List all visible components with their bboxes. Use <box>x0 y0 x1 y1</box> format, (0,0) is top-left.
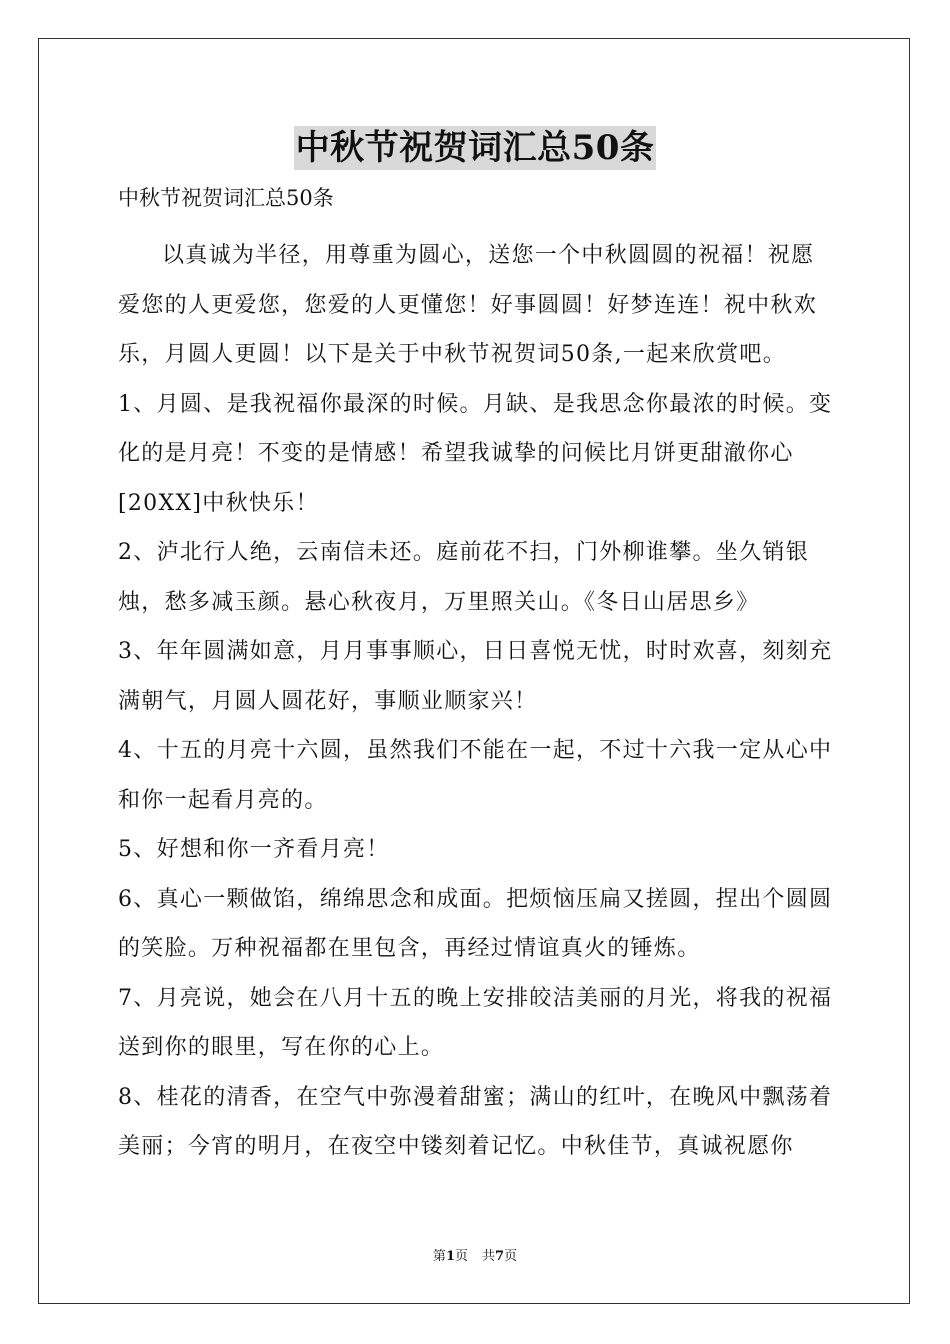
title-container <box>0 126 950 170</box>
page-suffix: 页 <box>454 1249 468 1264</box>
total-suffix: 页 <box>504 1249 518 1264</box>
list-item: 6、真心一颗做馅，绵绵思念和成面。把烦恼压扁又搓圆，捏出个圆圆的笑脸。万种祝福都在里包含，再经过情谊真火的锤炼。 <box>118 886 833 961</box>
list-item: 4、十五的月亮十六圆，虽然我们不能在一起，不过十六我一定从心中和你一起看月亮的。 <box>118 738 833 813</box>
page-footer <box>0 1248 950 1266</box>
list-item: 5、好想和你一齐看月亮！ <box>118 837 390 862</box>
document-title: 中秋节祝贺词汇总50条 <box>295 128 655 168</box>
total-pages: 7 <box>495 1249 505 1264</box>
document-body <box>118 231 833 1172</box>
list-item: 2、泸北行人绝，云南信未还。庭前花不扫，门外柳谁攀。坐久销银烛，愁多减玉颜。悬心秋夜月，万里照关山。《冬日山居思乡》 <box>118 540 809 615</box>
document-subtitle: 中秋节祝贺词汇总50条 <box>118 186 334 210</box>
total-prefix: 共 <box>482 1249 496 1264</box>
list-item: 3、年年圆满如意，月月事事顺心，日日喜悦无忧，时时欢喜，刻刻充满朝气，月圆人圆花好，事顺业顺家兴！ <box>118 639 833 714</box>
intro-paragraph: 以真诚为半径，用尊重为圆心，送您一个中秋圆圆的祝福！祝愿爱您的人更爱您，您爱的人更懂您！好事圆圆！好梦连连！祝中秋欢乐，月圆人更圆！以下是关于中秋节祝贺词50条,一起来欣赏吧。 <box>118 243 818 367</box>
list-item: 1、月圆、是我祝福你最深的时候。月缺、是我思念你最浓的时候。变化的是月亮！不变的是情感！希望我诚挚的问候比月饼更甜澈你心[20XX]中秋快乐！ <box>118 391 833 516</box>
page-prefix: 第 <box>432 1249 446 1264</box>
page-number: 1 <box>445 1249 455 1264</box>
list-item: 7、月亮说，她会在八月十五的晚上安排皎洁美丽的月光，将我的祝福送到你的眼里，写在你的心上。 <box>118 985 833 1060</box>
list-item: 8、桂花的清香，在空气中弥漫着甜蜜；满山的红叶，在晚风中飘荡着美丽；今宵的明月，在夜空中镂刻着记忆。中秋佳节，真诚祝愿你 <box>118 1084 833 1159</box>
